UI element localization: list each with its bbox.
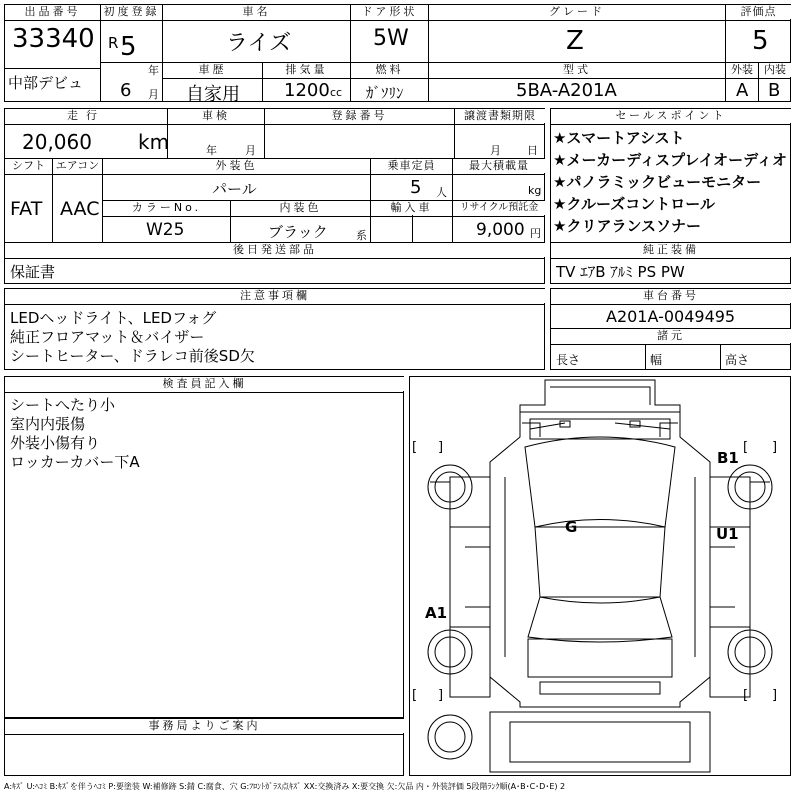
grade: Z xyxy=(566,26,584,56)
bracket-close-4: ] xyxy=(772,688,778,703)
displacement-label: 排気量 xyxy=(263,63,350,77)
ac: AAC xyxy=(60,198,100,220)
bracket-close-2: ] xyxy=(772,440,778,455)
grade-label: グレード xyxy=(429,5,725,19)
int-color: ブラック xyxy=(268,223,328,241)
transfer-month-unit: 月 xyxy=(490,144,501,157)
door: 5W xyxy=(373,26,409,51)
int-color-unit: 系 xyxy=(356,229,367,242)
color-no-label: カラーNo. xyxy=(103,201,230,215)
damage-mark: B1 xyxy=(717,449,739,467)
width-label: 幅 xyxy=(650,353,663,367)
capacity: 5 xyxy=(410,177,422,198)
chassis-label: 車台番号 xyxy=(551,289,791,303)
bracket-open-2: [ xyxy=(743,440,749,455)
bracket-open-4: [ xyxy=(743,688,749,703)
genuine-equipment: TV ｴｱB ｱﾙﾐ PS PW xyxy=(556,263,685,281)
inspection-month-unit: 月 xyxy=(245,144,256,157)
exterior-score: A xyxy=(736,80,749,101)
first-reg-label: 初度登録 xyxy=(101,5,162,19)
damage-mark: G xyxy=(565,518,578,536)
notes-label: 注意事項欄 xyxy=(5,289,545,303)
era: R xyxy=(108,34,119,52)
inspector-label: 検査員記入欄 xyxy=(5,377,404,391)
fuel-label: 燃料 xyxy=(351,63,428,77)
door-label: ドア形状 xyxy=(351,5,428,19)
model: 5BA-A201A xyxy=(516,80,617,101)
month-unit: 月 xyxy=(148,88,159,101)
displacement: 1200 xyxy=(284,80,330,101)
chassis-number: A201A-0049495 xyxy=(606,307,736,326)
ac-label: エアコン xyxy=(53,159,102,173)
reg-no-label: 登録番号 xyxy=(265,109,454,123)
height-label: 高さ xyxy=(725,353,750,367)
recycle-unit: 円 xyxy=(530,227,541,240)
sales-point-item: ★スマートアシスト xyxy=(553,129,685,147)
shift: FAT xyxy=(10,198,43,220)
sales-point-item: ★メーカーディスプレイオーディオ xyxy=(553,151,787,169)
car-name-label: 車名 xyxy=(163,5,350,19)
sales-points-label: セールスポイント xyxy=(551,109,791,123)
bracket-open-3: [ xyxy=(412,688,418,703)
shift-label: シフト xyxy=(5,159,52,173)
mileage-unit: km xyxy=(138,130,170,154)
damage-mark: A1 xyxy=(425,604,448,622)
mileage-label: 走行 xyxy=(5,109,167,123)
history-label: 車歴 xyxy=(163,63,262,77)
ext-color-label: 外装色 xyxy=(103,159,370,173)
load-unit: kg xyxy=(528,184,542,197)
lot-no: 33340 xyxy=(12,24,95,54)
capacity-unit: 人 xyxy=(436,186,447,199)
damage-diagram xyxy=(409,376,791,776)
inspection-label: 車検 xyxy=(168,109,264,123)
capacity-label: 乗車定員 xyxy=(371,159,452,173)
int-color-label: 内装色 xyxy=(231,201,370,215)
first-reg-year: 5 xyxy=(120,32,137,62)
transfer-day-unit: 日 xyxy=(527,144,538,157)
legend: A:ｷｽﾞ U:ﾍｺﾐ B:ｷｽﾞを伴うﾍｺﾐ P:要塗装 W:補修跡 S:錆 C:腐食、穴 G:ﾌﾛﾝﾄｶﾞﾗｽ点ｷｽﾞ XX:交換済み X:要交換 欠:欠品 内・外装評価 5段階ﾗﾝｸ順(A･B･C･D･E) 2 xyxy=(4,782,566,791)
bracket-open-1: [ xyxy=(412,440,418,455)
office-label: 事務局よりご案内 xyxy=(5,719,404,733)
recycle: 9,000 xyxy=(476,220,525,240)
import-label: 輸入車 xyxy=(371,201,452,215)
note-line: 純正フロアマット＆バイザー xyxy=(10,328,205,346)
spec-label: 諸元 xyxy=(551,329,791,343)
ext-color: パール xyxy=(212,180,257,198)
interior-score: B xyxy=(768,80,781,101)
bracket-close-1: ] xyxy=(438,440,444,455)
mileage: 20,060 xyxy=(22,130,92,154)
transfer-label: 譲渡書類期限 xyxy=(455,109,545,123)
fuel: ｶﾞｿﾘﾝ xyxy=(366,84,404,102)
sales-point-item: ★パノラミックビューモニター xyxy=(553,173,762,191)
score: 5 xyxy=(752,26,769,56)
length-label: 長さ xyxy=(556,353,581,367)
interior-label: 内装 xyxy=(759,63,791,77)
debut-label: 中部デビュ xyxy=(8,74,84,92)
sales-point-item: ★クリアランスソナー xyxy=(553,217,701,235)
history: 自家用 xyxy=(186,84,240,105)
later-items-label: 後日発送部品 xyxy=(5,243,545,257)
note-line: LEDヘッドライト、LEDフォグ xyxy=(10,309,217,327)
inspector-line: 外装小傷有り xyxy=(10,434,101,452)
sales-point-item: ★クルーズコントロール xyxy=(553,195,715,213)
year-unit: 年 xyxy=(148,64,159,77)
later-items: 保証書 xyxy=(10,263,56,281)
car-name: ライズ xyxy=(226,31,292,56)
first-reg-month: 6 xyxy=(120,80,132,101)
exterior-label: 外装 xyxy=(726,63,758,77)
inspector-line: ロッカーカバー下A xyxy=(10,453,140,471)
score-label: 評価点 xyxy=(726,5,791,19)
inspector-line: 室内内張傷 xyxy=(10,415,86,433)
model-label: 型式 xyxy=(429,63,725,77)
genuine-label: 純正装備 xyxy=(551,243,791,257)
displacement-unit: cc xyxy=(330,86,343,99)
inspection-year-unit: 年 xyxy=(206,144,217,157)
recycle-label: リサイクル預託金 xyxy=(453,201,545,215)
load-label: 最大積載量 xyxy=(453,159,545,173)
damage-mark: U1 xyxy=(716,525,739,543)
inspector-line: シートへたり小 xyxy=(10,396,116,414)
color-no: W25 xyxy=(146,220,185,240)
lot-no-label: 出品番号 xyxy=(5,5,100,19)
bracket-close-3: ] xyxy=(438,688,444,703)
note-line: シートヒーター、ドラレコ前後SD欠 xyxy=(10,347,255,365)
